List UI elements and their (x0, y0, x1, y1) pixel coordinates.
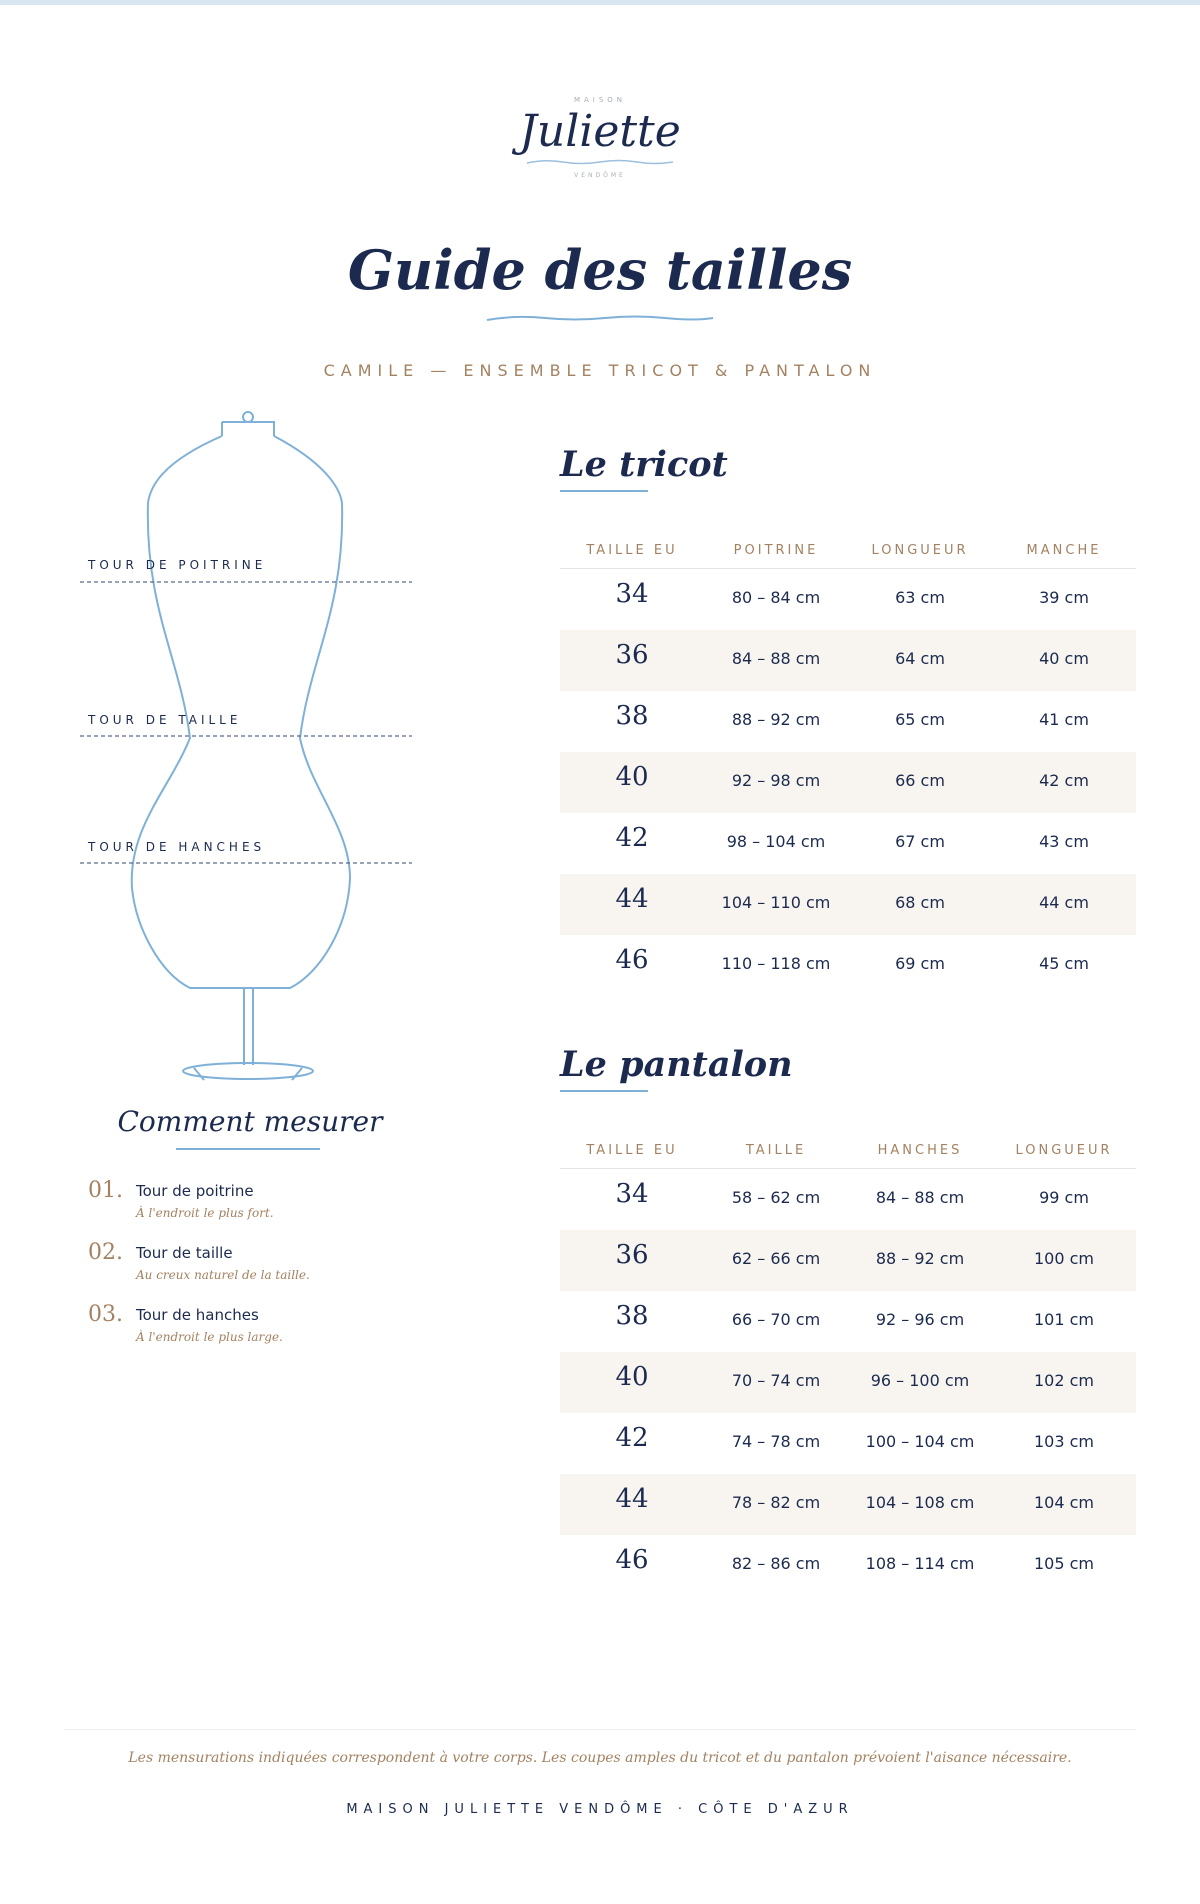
title-wave-icon (485, 312, 715, 324)
size-cell: 42 (615, 1423, 649, 1453)
table-row (560, 630, 1136, 691)
table-row (560, 1413, 1136, 1474)
size-cell: 34 (615, 579, 649, 609)
measure-cell: 39 cm (1039, 588, 1089, 607)
measure-cell: 66 – 70 cm (731, 1310, 821, 1329)
measure-cell: 98 – 104 cm (726, 832, 826, 851)
measure-cell: 43 cm (1039, 832, 1089, 851)
brand-logo (0, 96, 1200, 179)
tricot-size-table (560, 533, 1136, 996)
measure-cell: 104 cm (1033, 1493, 1094, 1512)
table-row (560, 691, 1136, 752)
table-row (560, 874, 1136, 935)
measure-cell: 64 cm (895, 649, 945, 668)
step-number: 03. (88, 1302, 123, 1327)
column-header: POITRINE (733, 543, 819, 558)
size-cell: 44 (615, 1484, 649, 1514)
measure-cell: 58 – 62 cm (731, 1188, 821, 1207)
measure-cell: 80 – 84 cm (731, 588, 821, 607)
table-row (560, 935, 1136, 996)
table-header (560, 1133, 1136, 1169)
logo-wave-icon (525, 158, 675, 166)
pantalon-size-table (560, 1133, 1136, 1596)
measure-cell: 100 – 104 cm (865, 1432, 975, 1451)
measure-cell: 70 – 74 cm (731, 1371, 821, 1390)
measure-cell: 104 – 110 cm (721, 893, 831, 912)
size-cell: 40 (615, 1362, 649, 1392)
hips-label: TOUR DE HANCHES (88, 840, 266, 854)
table-row (560, 1169, 1136, 1230)
column-header: MANCHE (1026, 543, 1102, 558)
measure-cell: 104 – 108 cm (865, 1493, 975, 1512)
size-cell: 36 (615, 640, 649, 670)
measure-cell: 65 cm (895, 710, 945, 729)
step-description: À l'endroit le plus large. (136, 1330, 283, 1344)
logo-top-word: MAISON (573, 96, 627, 104)
measure-cell: 67 cm (895, 832, 945, 851)
measure-cell: 105 cm (1033, 1554, 1094, 1573)
measure-cell: 102 cm (1033, 1371, 1094, 1390)
waist-label: TOUR DE TAILLE (88, 713, 242, 727)
footer-divider (64, 1729, 1136, 1730)
logo-name: Juliette (519, 106, 681, 157)
measure-cell: 42 cm (1039, 771, 1089, 790)
top-accent-bar (0, 0, 1200, 5)
size-cell: 42 (615, 823, 649, 853)
measure-cell: 41 cm (1039, 710, 1089, 729)
measure-cell: 69 cm (895, 954, 945, 973)
measure-cell: 68 cm (895, 893, 945, 912)
measure-cell: 101 cm (1033, 1310, 1094, 1329)
how-to-title: Comment mesurer (117, 1105, 383, 1138)
column-header: LONGUEUR (1015, 1143, 1113, 1158)
column-header: TAILLE EU (586, 1143, 678, 1158)
tricot-underline (560, 490, 648, 492)
measure-cell: 84 – 88 cm (875, 1188, 965, 1207)
measure-cell: 82 – 86 cm (731, 1554, 821, 1573)
size-cell: 44 (615, 884, 649, 914)
step-label: Tour de taille (136, 1244, 233, 1262)
table-row (560, 1474, 1136, 1535)
how-to-underline (176, 1148, 320, 1150)
measure-cell: 88 – 92 cm (731, 710, 821, 729)
pantalon-underline (560, 1090, 648, 1092)
dress-form-icon (60, 408, 430, 1098)
table-row (560, 1535, 1136, 1596)
measure-cell: 84 – 88 cm (731, 649, 821, 668)
measure-cell: 92 – 96 cm (875, 1310, 965, 1329)
measure-cell: 108 – 114 cm (865, 1554, 975, 1573)
column-header: TAILLE EU (586, 543, 678, 558)
size-cell: 46 (615, 945, 649, 975)
table-header (560, 533, 1136, 569)
measure-cell: 74 – 78 cm (731, 1432, 821, 1451)
measure-cell: 78 – 82 cm (731, 1493, 821, 1512)
table-row (560, 752, 1136, 813)
measure-cell: 92 – 98 cm (731, 771, 821, 790)
measure-cell: 45 cm (1039, 954, 1089, 973)
tricot-title: Le tricot (560, 444, 728, 485)
table-row (560, 813, 1136, 874)
measure-cell: 96 – 100 cm (870, 1371, 970, 1390)
footer-brand: MAISON JULIETTE VENDÔME · CÔTE D'AZUR (346, 1802, 854, 1817)
step-description: Au creux naturel de la taille. (136, 1268, 310, 1282)
step-description: À l'endroit le plus fort. (136, 1206, 274, 1220)
table-row (560, 1291, 1136, 1352)
logo-bottom-word: VENDÔME (574, 172, 626, 179)
size-cell: 34 (615, 1179, 649, 1209)
measure-cell: 100 cm (1033, 1249, 1094, 1268)
size-cell: 46 (615, 1545, 649, 1575)
measure-cell: 44 cm (1039, 893, 1089, 912)
size-cell: 38 (615, 701, 649, 731)
measure-cell: 110 – 118 cm (721, 954, 831, 973)
measure-cell: 99 cm (1039, 1188, 1089, 1207)
pantalon-title: Le pantalon (560, 1044, 793, 1085)
size-cell: 40 (615, 762, 649, 792)
measure-cell: 88 – 92 cm (875, 1249, 965, 1268)
measure-cell: 103 cm (1033, 1432, 1094, 1451)
table-row (560, 569, 1136, 630)
column-header: HANCHES (877, 1143, 963, 1158)
column-header: TAILLE (745, 1143, 807, 1158)
measure-cell: 62 – 66 cm (731, 1249, 821, 1268)
page-title: Guide des tailles (347, 238, 853, 302)
step-label: Tour de hanches (136, 1306, 259, 1324)
step-number: 01. (88, 1178, 123, 1203)
measure-cell: 66 cm (895, 771, 945, 790)
measure-cell: 40 cm (1039, 649, 1089, 668)
column-header: LONGUEUR (871, 543, 969, 558)
table-row (560, 1230, 1136, 1291)
size-cell: 36 (615, 1240, 649, 1270)
table-row (560, 1352, 1136, 1413)
size-cell: 38 (615, 1301, 649, 1331)
chest-label: TOUR DE POITRINE (88, 558, 267, 572)
step-label: Tour de poitrine (136, 1182, 254, 1200)
product-subtitle: CAMILE — ENSEMBLE TRICOT & PANTALON (323, 361, 877, 380)
measure-cell: 63 cm (895, 588, 945, 607)
footer-note: Les mensurations indiquées correspondent à votre corps. Les coupes amples du tricot et du pantalon prévoient l'aisance nécessaire. (128, 1750, 1072, 1766)
step-number: 02. (88, 1240, 123, 1265)
